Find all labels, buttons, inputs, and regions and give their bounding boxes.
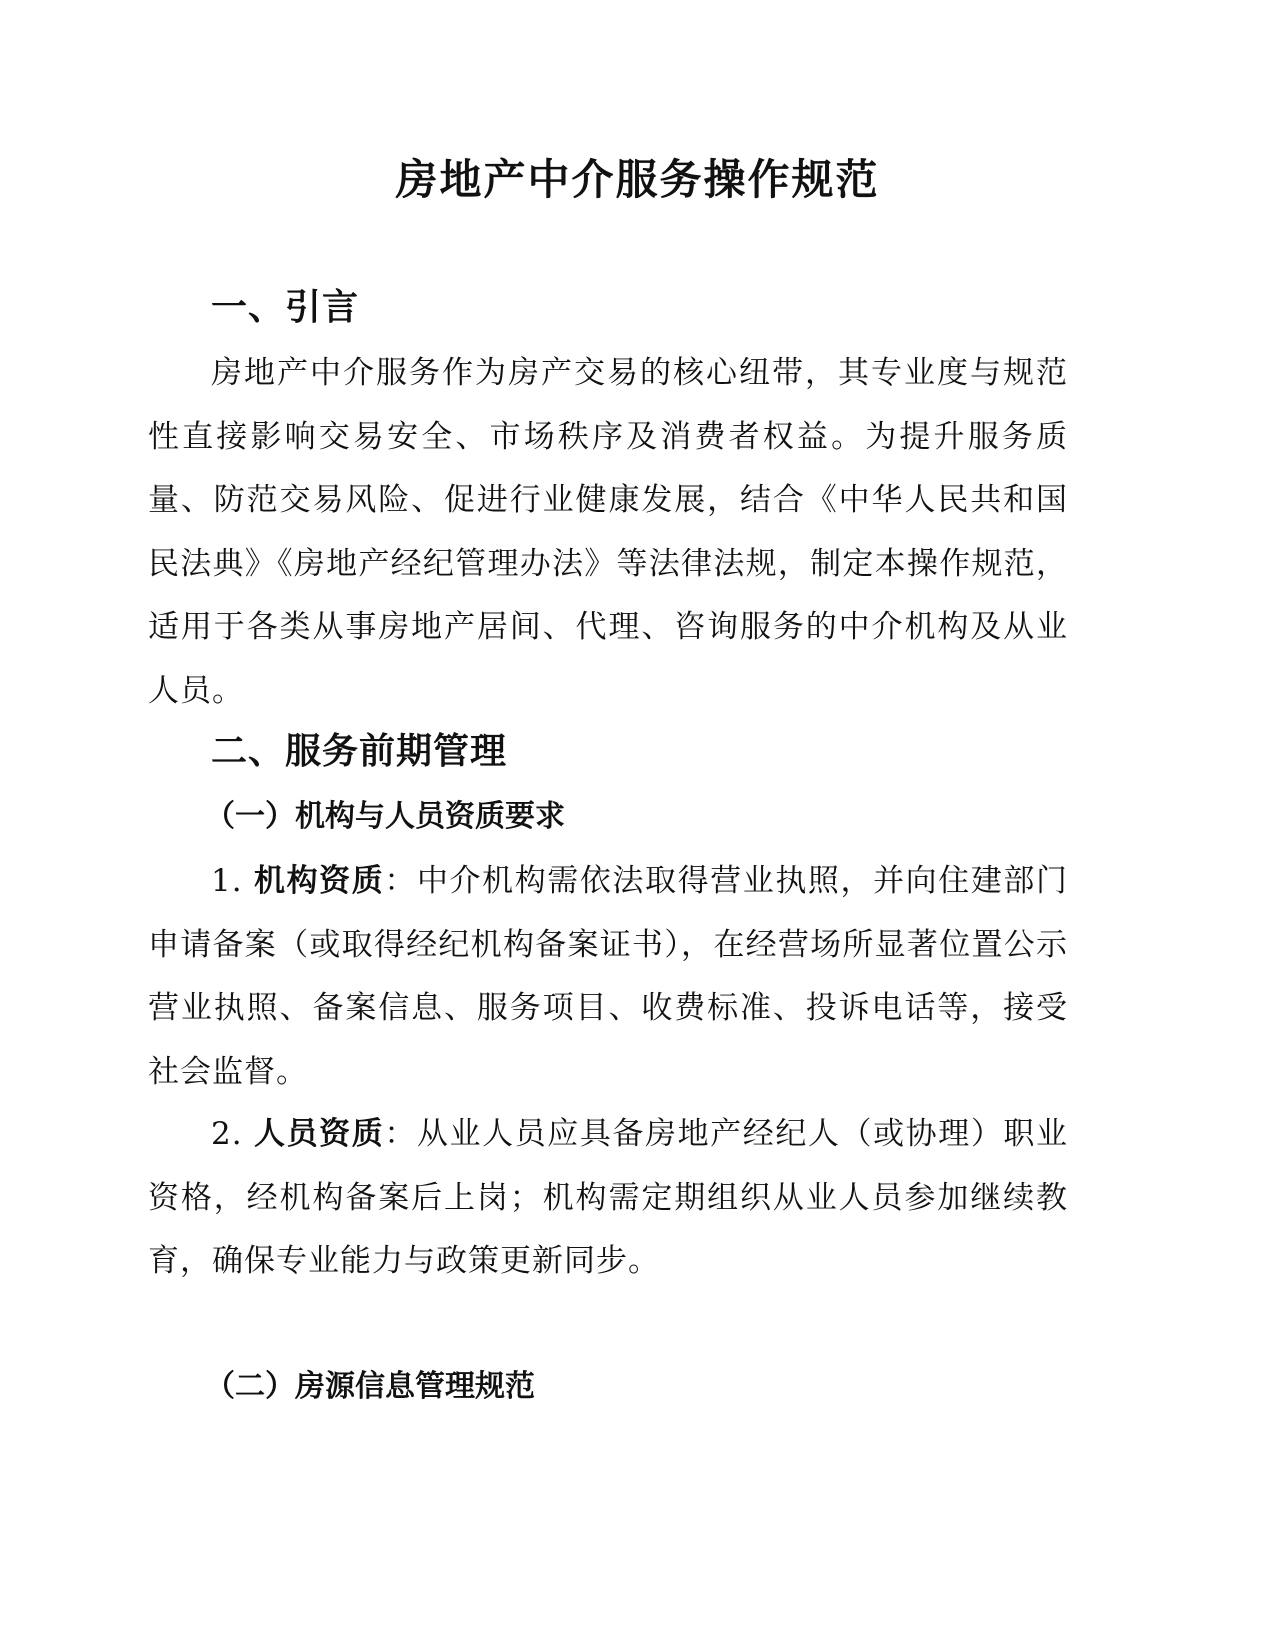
document-title: 房地产中介服务操作规范 [395,155,880,204]
list-item-institution-qualification [148,850,1068,1104]
list-item-personnel-qualification [148,1103,1068,1294]
subsection-heading-listing-info-management: （二）房源信息管理规范 [205,1369,535,1404]
subsection-heading-qualification: （一）机构与人员资质要求 [205,799,565,834]
list-item-text: ：从业人员应具备房地产经纪人（或协理）职业资格，经机构备案后上岗；机构需定期组织从业人员参加继续教育，确保专业能力与政策更新同步。 [148,1116,1069,1279]
list-item-lead: 人员资质 [254,1116,385,1152]
section-heading-pre-service-management: 二、服务前期管理 [211,731,508,772]
section-heading-introduction: 一、引言 [211,287,360,328]
list-item-number: 2. [211,1116,243,1152]
introduction-paragraph: 房地产中介服务作为房产交易的核心纽带，其专业度与规范性直接影响交易安全、市场秩序及消费者权益。为提升服务质量、防范交易风险、促进行业健康发展，结合《中华人民共和国民法典》《房地产经纪管理办法》等法律法规，制定本操作规范，适用于各类从事房地产居间、代理、咨询服务的中介机构及从业人员。 [148,355,1068,709]
list-item-text: ：中介机构需依法取得营业执照，并向住建部门申请备案（或取得经纪机构备案证书），在经营场所显著位置公示营业执照、备案信息、服务项目、收费标准、投诉电话等，接受社会监督。 [148,863,1069,1090]
list-item-lead: 机构资质 [254,863,385,899]
list-item-number: 1. [211,863,243,899]
